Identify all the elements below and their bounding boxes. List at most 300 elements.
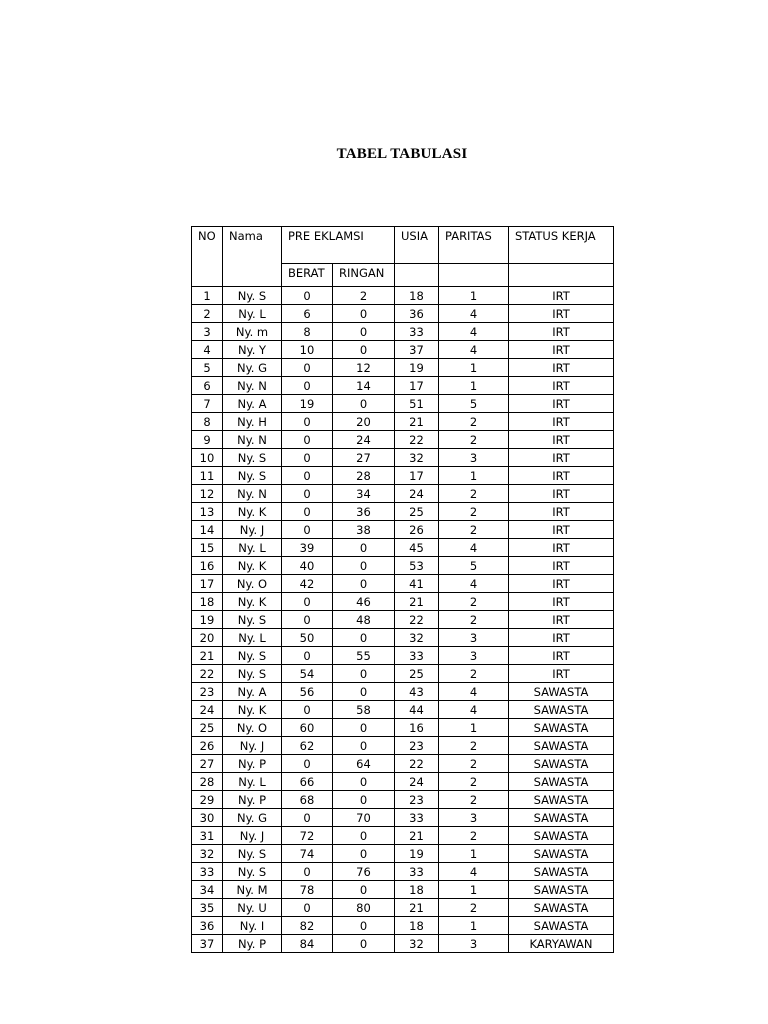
cell-usia: 33 — [395, 863, 439, 881]
cell-berat: 0 — [282, 863, 333, 881]
table-row — [192, 323, 614, 341]
table-row — [192, 395, 614, 413]
table-body — [192, 287, 614, 953]
cell-no: 11 — [192, 467, 223, 485]
cell-berat: 66 — [282, 773, 333, 791]
cell-nama: Ny. S — [223, 467, 282, 485]
header-row — [192, 227, 614, 264]
cell-no: 27 — [192, 755, 223, 773]
cell-ringan: 0 — [333, 881, 395, 899]
cell-status-kerja: SAWASTA — [509, 701, 614, 719]
cell-paritas: 2 — [439, 413, 509, 431]
cell-usia: 23 — [395, 791, 439, 809]
cell-ringan: 28 — [333, 467, 395, 485]
page-title: TABEL TABULASI — [336, 146, 468, 162]
cell-nama: Ny. N — [223, 431, 282, 449]
cell-berat: 0 — [282, 485, 333, 503]
table-row — [192, 467, 614, 485]
cell-ringan: 0 — [333, 737, 395, 755]
cell-status-kerja: SAWASTA — [509, 773, 614, 791]
cell-nama: Ny. S — [223, 449, 282, 467]
table-row — [192, 575, 614, 593]
cell-nama: Ny. H — [223, 413, 282, 431]
table-row — [192, 377, 614, 395]
table-row — [192, 341, 614, 359]
cell-paritas: 2 — [439, 899, 509, 917]
cell-no: 23 — [192, 683, 223, 701]
cell-nama: Ny. N — [223, 377, 282, 395]
cell-no: 9 — [192, 431, 223, 449]
cell-ringan: 0 — [333, 665, 395, 683]
cell-ringan: 48 — [333, 611, 395, 629]
table-row — [192, 557, 614, 575]
cell-berat: 0 — [282, 449, 333, 467]
cell-usia: 18 — [395, 917, 439, 935]
cell-ringan: 38 — [333, 521, 395, 539]
cell-berat: 0 — [282, 377, 333, 395]
cell-status-kerja: IRT — [509, 413, 614, 431]
cell-nama: Ny. P — [223, 935, 282, 953]
cell-usia: 51 — [395, 395, 439, 413]
header-pre-eklamsi: PRE EKLAMSI — [282, 227, 395, 264]
cell-no: 37 — [192, 935, 223, 953]
cell-berat: 72 — [282, 827, 333, 845]
cell-status-kerja: SAWASTA — [509, 863, 614, 881]
table-header — [192, 227, 614, 287]
cell-berat: 42 — [282, 575, 333, 593]
table-row — [192, 755, 614, 773]
cell-no: 4 — [192, 341, 223, 359]
cell-ringan: 14 — [333, 377, 395, 395]
cell-no: 17 — [192, 575, 223, 593]
cell-no: 18 — [192, 593, 223, 611]
cell-berat: 0 — [282, 611, 333, 629]
table-row — [192, 935, 614, 953]
cell-usia: 32 — [395, 449, 439, 467]
table-row — [192, 593, 614, 611]
cell-berat: 0 — [282, 755, 333, 773]
cell-berat: 0 — [282, 521, 333, 539]
cell-berat: 0 — [282, 287, 333, 305]
header-no: NO — [192, 227, 223, 287]
cell-usia: 25 — [395, 665, 439, 683]
table-row — [192, 359, 614, 377]
cell-usia: 16 — [395, 719, 439, 737]
cell-status-kerja: SAWASTA — [509, 845, 614, 863]
cell-no: 10 — [192, 449, 223, 467]
cell-no: 12 — [192, 485, 223, 503]
cell-paritas: 2 — [439, 503, 509, 521]
cell-nama: Ny. L — [223, 539, 282, 557]
cell-status-kerja: IRT — [509, 359, 614, 377]
cell-paritas: 1 — [439, 881, 509, 899]
cell-status-kerja: IRT — [509, 665, 614, 683]
cell-berat: 74 — [282, 845, 333, 863]
cell-nama: Ny. S — [223, 287, 282, 305]
cell-no: 19 — [192, 611, 223, 629]
header-status-blank — [509, 264, 614, 287]
cell-paritas: 2 — [439, 773, 509, 791]
cell-ringan: 24 — [333, 431, 395, 449]
cell-status-kerja: IRT — [509, 341, 614, 359]
cell-status-kerja: SAWASTA — [509, 899, 614, 917]
cell-paritas: 4 — [439, 305, 509, 323]
cell-paritas: 3 — [439, 935, 509, 953]
table-row — [192, 737, 614, 755]
cell-no: 16 — [192, 557, 223, 575]
cell-berat: 0 — [282, 701, 333, 719]
cell-no: 6 — [192, 377, 223, 395]
header-nama: Nama — [223, 227, 282, 287]
cell-ringan: 0 — [333, 845, 395, 863]
cell-nama: Ny. S — [223, 647, 282, 665]
cell-status-kerja: SAWASTA — [509, 737, 614, 755]
cell-paritas: 1 — [439, 359, 509, 377]
cell-berat: 0 — [282, 467, 333, 485]
cell-nama: Ny. P — [223, 755, 282, 773]
cell-no: 13 — [192, 503, 223, 521]
cell-usia: 19 — [395, 359, 439, 377]
table-row — [192, 629, 614, 647]
cell-nama: Ny. S — [223, 845, 282, 863]
cell-paritas: 2 — [439, 737, 509, 755]
table-row — [192, 899, 614, 917]
cell-status-kerja: KARYAWAN — [509, 935, 614, 953]
cell-usia: 37 — [395, 341, 439, 359]
cell-usia: 17 — [395, 467, 439, 485]
table-row — [192, 431, 614, 449]
cell-no: 2 — [192, 305, 223, 323]
cell-paritas: 1 — [439, 917, 509, 935]
cell-paritas: 3 — [439, 629, 509, 647]
cell-paritas: 3 — [439, 809, 509, 827]
cell-status-kerja: SAWASTA — [509, 827, 614, 845]
cell-status-kerja: IRT — [509, 503, 614, 521]
cell-ringan: 34 — [333, 485, 395, 503]
cell-paritas: 2 — [439, 755, 509, 773]
cell-no: 24 — [192, 701, 223, 719]
cell-berat: 0 — [282, 503, 333, 521]
cell-berat: 10 — [282, 341, 333, 359]
cell-no: 21 — [192, 647, 223, 665]
cell-paritas: 4 — [439, 323, 509, 341]
cell-nama: Ny. M — [223, 881, 282, 899]
cell-no: 35 — [192, 899, 223, 917]
cell-ringan: 0 — [333, 935, 395, 953]
cell-usia: 33 — [395, 647, 439, 665]
cell-paritas: 4 — [439, 341, 509, 359]
cell-usia: 21 — [395, 413, 439, 431]
cell-status-kerja: SAWASTA — [509, 791, 614, 809]
header-paritas: PARITAS — [439, 227, 509, 264]
header-ringan: RINGAN — [333, 264, 395, 287]
cell-ringan: 0 — [333, 719, 395, 737]
cell-status-kerja: SAWASTA — [509, 719, 614, 737]
cell-berat: 84 — [282, 935, 333, 953]
cell-paritas: 1 — [439, 377, 509, 395]
cell-ringan: 64 — [333, 755, 395, 773]
cell-paritas: 2 — [439, 521, 509, 539]
cell-ringan: 2 — [333, 287, 395, 305]
cell-ringan: 55 — [333, 647, 395, 665]
cell-berat: 6 — [282, 305, 333, 323]
cell-nama: Ny. A — [223, 683, 282, 701]
cell-paritas: 3 — [439, 647, 509, 665]
cell-usia: 23 — [395, 737, 439, 755]
cell-nama: Ny. U — [223, 899, 282, 917]
table-row — [192, 413, 614, 431]
cell-status-kerja: IRT — [509, 377, 614, 395]
cell-paritas: 2 — [439, 665, 509, 683]
cell-no: 20 — [192, 629, 223, 647]
cell-nama: Ny. S — [223, 665, 282, 683]
cell-berat: 82 — [282, 917, 333, 935]
cell-no: 31 — [192, 827, 223, 845]
cell-status-kerja: IRT — [509, 539, 614, 557]
cell-no: 26 — [192, 737, 223, 755]
table-row — [192, 539, 614, 557]
cell-no: 33 — [192, 863, 223, 881]
cell-status-kerja: IRT — [509, 449, 614, 467]
cell-usia: 24 — [395, 485, 439, 503]
cell-nama: Ny. P — [223, 791, 282, 809]
table-row — [192, 845, 614, 863]
cell-paritas: 2 — [439, 485, 509, 503]
table-row — [192, 521, 614, 539]
cell-usia: 18 — [395, 881, 439, 899]
cell-no: 34 — [192, 881, 223, 899]
cell-berat: 0 — [282, 413, 333, 431]
cell-status-kerja: IRT — [509, 287, 614, 305]
table-row — [192, 791, 614, 809]
cell-berat: 0 — [282, 647, 333, 665]
cell-nama: Ny. G — [223, 809, 282, 827]
cell-no: 22 — [192, 665, 223, 683]
cell-usia: 41 — [395, 575, 439, 593]
cell-no: 28 — [192, 773, 223, 791]
cell-paritas: 2 — [439, 791, 509, 809]
cell-status-kerja: SAWASTA — [509, 917, 614, 935]
cell-berat: 50 — [282, 629, 333, 647]
cell-nama: Ny. Y — [223, 341, 282, 359]
cell-status-kerja: IRT — [509, 557, 614, 575]
cell-ringan: 0 — [333, 575, 395, 593]
cell-paritas: 4 — [439, 575, 509, 593]
cell-paritas: 2 — [439, 431, 509, 449]
cell-ringan: 0 — [333, 683, 395, 701]
cell-nama: Ny. J — [223, 737, 282, 755]
cell-paritas: 3 — [439, 449, 509, 467]
cell-no: 15 — [192, 539, 223, 557]
cell-ringan: 0 — [333, 917, 395, 935]
cell-berat: 56 — [282, 683, 333, 701]
cell-nama: Ny. K — [223, 593, 282, 611]
cell-ringan: 12 — [333, 359, 395, 377]
cell-nama: Ny. L — [223, 629, 282, 647]
cell-no: 3 — [192, 323, 223, 341]
cell-berat: 0 — [282, 899, 333, 917]
cell-usia: 36 — [395, 305, 439, 323]
cell-ringan: 0 — [333, 395, 395, 413]
cell-ringan: 0 — [333, 773, 395, 791]
cell-status-kerja: SAWASTA — [509, 683, 614, 701]
cell-paritas: 4 — [439, 683, 509, 701]
cell-paritas: 4 — [439, 539, 509, 557]
table-row — [192, 305, 614, 323]
cell-no: 36 — [192, 917, 223, 935]
cell-paritas: 2 — [439, 593, 509, 611]
cell-paritas: 5 — [439, 557, 509, 575]
cell-status-kerja: IRT — [509, 305, 614, 323]
table-row — [192, 647, 614, 665]
cell-usia: 21 — [395, 899, 439, 917]
cell-nama: Ny. G — [223, 359, 282, 377]
cell-berat: 68 — [282, 791, 333, 809]
cell-berat: 60 — [282, 719, 333, 737]
cell-ringan: 20 — [333, 413, 395, 431]
cell-no: 30 — [192, 809, 223, 827]
cell-usia: 22 — [395, 431, 439, 449]
cell-no: 32 — [192, 845, 223, 863]
cell-nama: Ny. N — [223, 485, 282, 503]
cell-nama: Ny. S — [223, 611, 282, 629]
cell-usia: 32 — [395, 629, 439, 647]
header-berat: BERAT — [282, 264, 333, 287]
cell-nama: Ny. O — [223, 575, 282, 593]
header-usia: USIA — [395, 227, 439, 264]
cell-nama: Ny. I — [223, 917, 282, 935]
cell-berat: 62 — [282, 737, 333, 755]
cell-ringan: 76 — [333, 863, 395, 881]
cell-status-kerja: IRT — [509, 593, 614, 611]
cell-ringan: 36 — [333, 503, 395, 521]
cell-ringan: 27 — [333, 449, 395, 467]
cell-paritas: 1 — [439, 287, 509, 305]
cell-status-kerja: SAWASTA — [509, 809, 614, 827]
table-row — [192, 287, 614, 305]
cell-usia: 22 — [395, 755, 439, 773]
cell-berat: 39 — [282, 539, 333, 557]
cell-usia: 53 — [395, 557, 439, 575]
cell-nama: Ny. J — [223, 827, 282, 845]
cell-paritas: 1 — [439, 719, 509, 737]
cell-ringan: 0 — [333, 323, 395, 341]
cell-usia: 25 — [395, 503, 439, 521]
cell-ringan: 58 — [333, 701, 395, 719]
cell-nama: Ny. K — [223, 503, 282, 521]
cell-status-kerja: IRT — [509, 629, 614, 647]
cell-nama: Ny. L — [223, 305, 282, 323]
header-paritas-blank — [439, 264, 509, 287]
table-row — [192, 665, 614, 683]
table-row — [192, 701, 614, 719]
cell-ringan: 0 — [333, 341, 395, 359]
table-row — [192, 863, 614, 881]
cell-ringan: 80 — [333, 899, 395, 917]
header-usia-blank — [395, 264, 439, 287]
cell-usia: 21 — [395, 827, 439, 845]
cell-nama: Ny. A — [223, 395, 282, 413]
cell-status-kerja: IRT — [509, 323, 614, 341]
cell-nama: Ny. m — [223, 323, 282, 341]
cell-usia: 17 — [395, 377, 439, 395]
cell-usia: 45 — [395, 539, 439, 557]
cell-status-kerja: IRT — [509, 647, 614, 665]
cell-no: 7 — [192, 395, 223, 413]
table-row — [192, 773, 614, 791]
cell-paritas: 4 — [439, 863, 509, 881]
cell-berat: 19 — [282, 395, 333, 413]
cell-nama: Ny. S — [223, 863, 282, 881]
cell-nama: Ny. K — [223, 701, 282, 719]
cell-berat: 0 — [282, 593, 333, 611]
cell-ringan: 0 — [333, 629, 395, 647]
cell-usia: 33 — [395, 809, 439, 827]
table-row — [192, 917, 614, 935]
cell-paritas: 2 — [439, 611, 509, 629]
cell-usia: 22 — [395, 611, 439, 629]
cell-berat: 40 — [282, 557, 333, 575]
cell-ringan: 0 — [333, 791, 395, 809]
cell-usia: 21 — [395, 593, 439, 611]
cell-usia: 19 — [395, 845, 439, 863]
cell-ringan: 0 — [333, 305, 395, 323]
table-row — [192, 449, 614, 467]
table-row — [192, 827, 614, 845]
table-row — [192, 881, 614, 899]
cell-paritas: 1 — [439, 845, 509, 863]
cell-status-kerja: SAWASTA — [509, 881, 614, 899]
cell-ringan: 70 — [333, 809, 395, 827]
cell-status-kerja: IRT — [509, 431, 614, 449]
cell-berat: 0 — [282, 359, 333, 377]
cell-paritas: 1 — [439, 467, 509, 485]
cell-usia: 32 — [395, 935, 439, 953]
table-row — [192, 809, 614, 827]
cell-paritas: 2 — [439, 827, 509, 845]
cell-berat: 78 — [282, 881, 333, 899]
cell-ringan: 46 — [333, 593, 395, 611]
cell-no: 14 — [192, 521, 223, 539]
cell-no: 5 — [192, 359, 223, 377]
cell-berat: 8 — [282, 323, 333, 341]
table-row — [192, 719, 614, 737]
cell-status-kerja: IRT — [509, 521, 614, 539]
cell-status-kerja: IRT — [509, 575, 614, 593]
cell-ringan: 0 — [333, 827, 395, 845]
cell-status-kerja: IRT — [509, 395, 614, 413]
cell-status-kerja: SAWASTA — [509, 755, 614, 773]
cell-usia: 33 — [395, 323, 439, 341]
cell-usia: 43 — [395, 683, 439, 701]
cell-status-kerja: IRT — [509, 467, 614, 485]
cell-status-kerja: IRT — [509, 485, 614, 503]
cell-usia: 24 — [395, 773, 439, 791]
header-status-kerja: STATUS KERJA — [509, 227, 614, 264]
cell-berat: 0 — [282, 431, 333, 449]
cell-nama: Ny. J — [223, 521, 282, 539]
cell-berat: 54 — [282, 665, 333, 683]
cell-nama: Ny. O — [223, 719, 282, 737]
cell-no: 25 — [192, 719, 223, 737]
cell-no: 29 — [192, 791, 223, 809]
cell-usia: 26 — [395, 521, 439, 539]
cell-no: 1 — [192, 287, 223, 305]
cell-ringan: 0 — [333, 539, 395, 557]
cell-nama: Ny. L — [223, 773, 282, 791]
cell-no: 8 — [192, 413, 223, 431]
table-row — [192, 485, 614, 503]
